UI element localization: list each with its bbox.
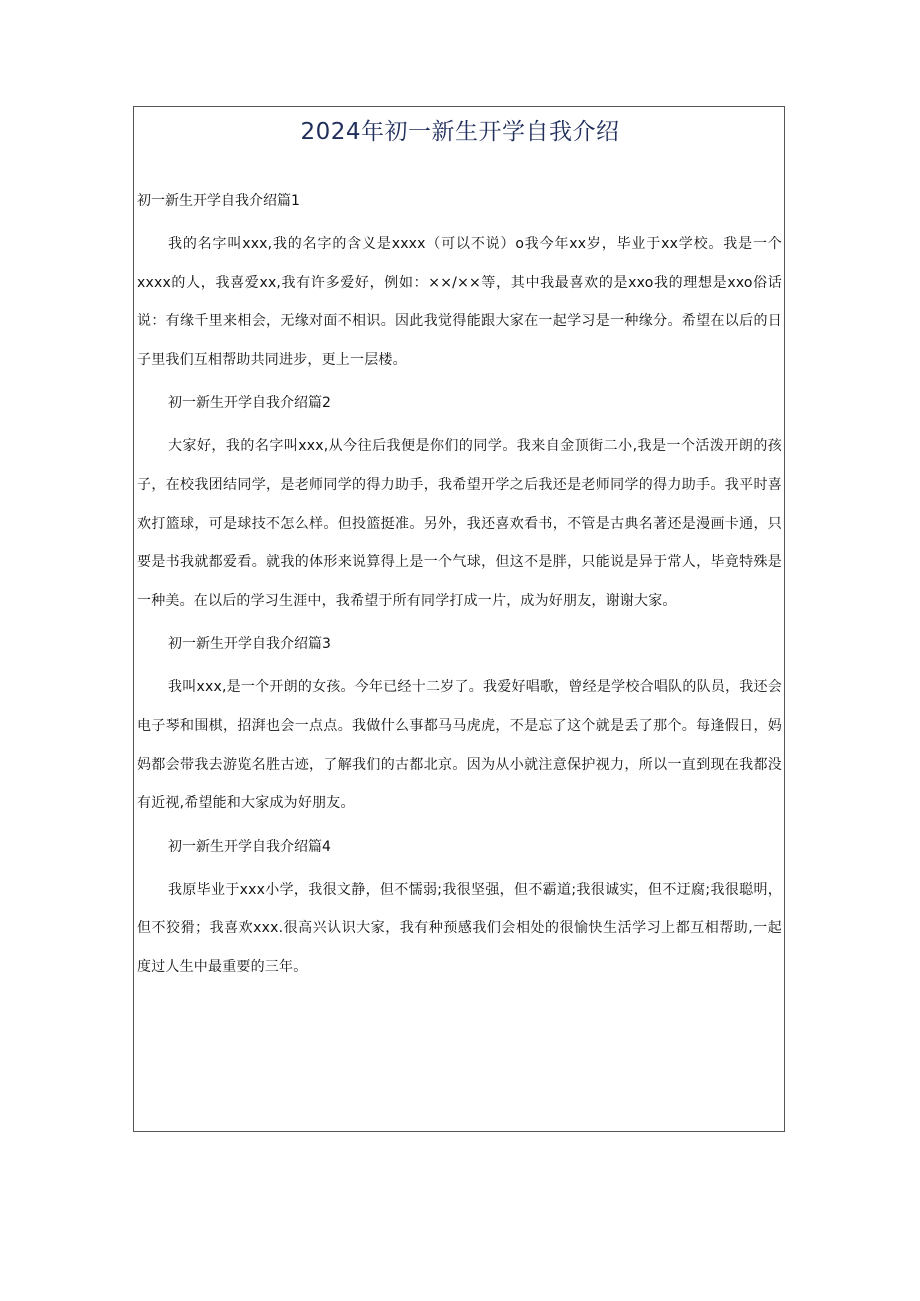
section-heading-3: 初一新生开学自我介绍篇3 xyxy=(168,636,331,653)
document-title: 2024年初一新生开学自我介绍 xyxy=(300,119,620,145)
section-paragraph-4: 我原毕业于xxx小学，我很文静，但不懦弱;我很坚强，但不霸道;我很诚实，但不迂腐;我很聪明，但不狡猾；我喜欢xxx.很高兴认识大家，我有种预感我们会相处的很愉快生活学习上都互相帮助,一起度过人生中最重要的三年。 xyxy=(137,881,782,975)
section-paragraph-1: 我的名字叫xxx,我的名字的含义是xxxx（可以不说）o我今年xx岁，毕业于xx学校。我是一个xxxx的人，我喜爱xx,我有许多爱好，例如：××/××等，其中我最喜欢的是xxo我的理想是xxo俗话说：有缘千里来相会，无缘对面不相识。因此我觉得能跟大家在一起学习是一种缘分。希望在以后的日子里我们互相帮助共同进步，更上一层楼。 xyxy=(137,236,782,368)
section-heading-4: 初一新生开学自我介绍篇4 xyxy=(168,838,331,855)
section-heading-2: 初一新生开学自我介绍篇2 xyxy=(168,395,331,412)
section-paragraph-2: 大家好，我的名字叫xxx,从今往后我便是你们的同学。我来自金顶街二小,我是一个活泼开朗的孩子，在校我团结同学，是老师同学的得力助手，我希望开学之后我还是老师同学的得力助手。我平时喜欢打篮球，可是球技不怎么样。但投篮挺准。另外，我还喜欢看书，不管是古典名著还是漫画卡通，只要是书我就都爱看。就我的体形来说算得上是一个气球，但这不是胖，只能说是异于常人，毕竟特殊是一种美。在以后的学习生涯中，我希望于所有同学打成一片，成为好朋友，谢谢大家。 xyxy=(137,438,782,609)
document-body xyxy=(137,183,782,987)
section-heading-1: 初一新生开学自我介绍篇1 xyxy=(137,193,300,209)
section-paragraph-3: 我叫xxx,是一个开朗的女孩。今年已经十二岁了。我爱好唱歌，曾经是学校合唱队的队员，我还会电子琴和围棋，招湃也会一点点。我做什么事都马马虎虎，不是忘了这个就是丢了那个。每逢假日，妈妈都会带我去游览名胜古迹，了解我们的古都北京。因为从小就注意保护视力，所以一直到现在我都没有近视,希望能和大家成为好朋友。 xyxy=(137,679,782,812)
